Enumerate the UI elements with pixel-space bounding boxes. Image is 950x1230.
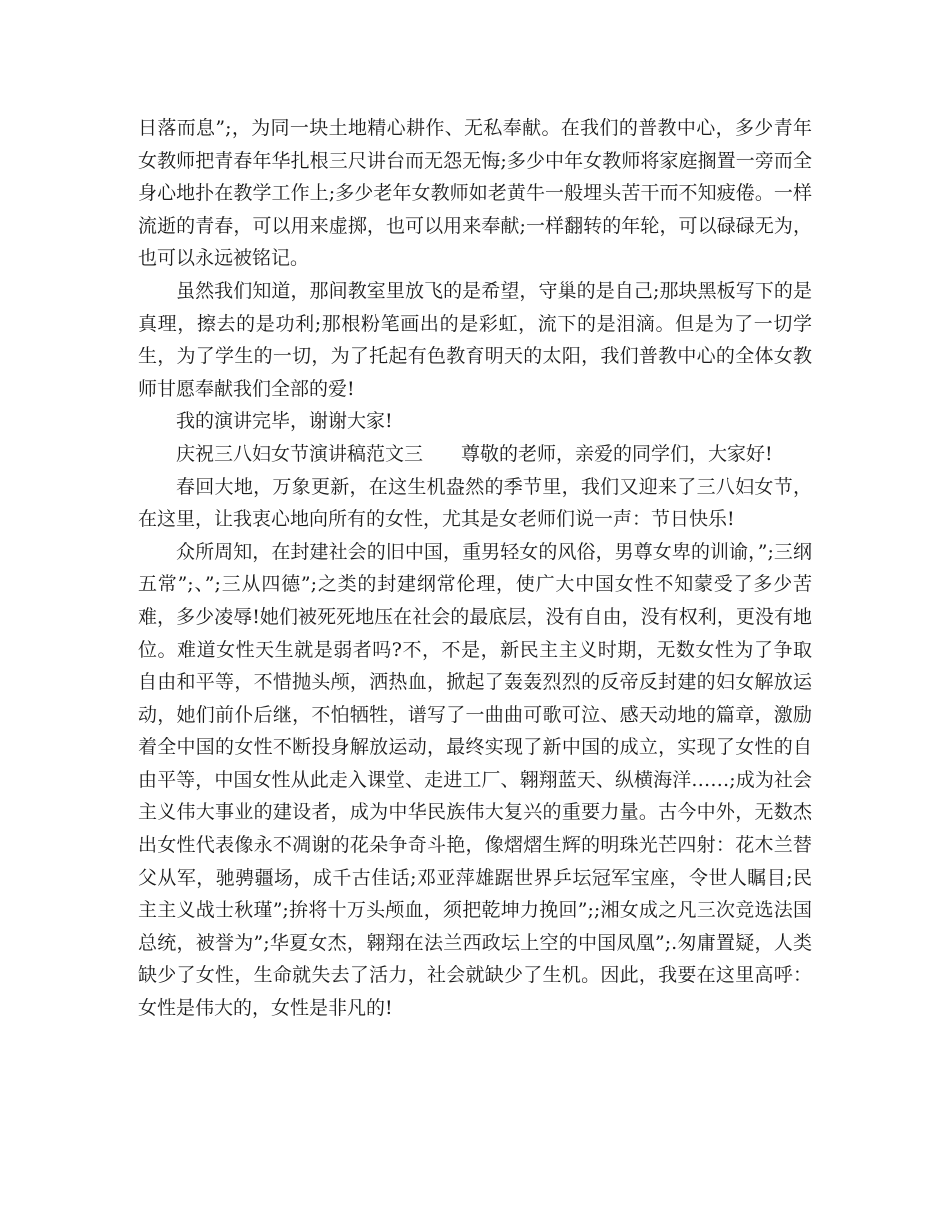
paragraph-4: 庆祝三八妇女节演讲稿范文三 尊敬的老师，亲爱的同学们，大家好! <box>176 442 773 465</box>
paragraph-6: 众所周知，在封建社会的旧中国，重男轻女的风俗，男尊女卑的训谕，”;三纲五常”;、”;三从四德”;之类的封建纲常伦理，使广大中国女性不知蒙受了多少苦难，多少凌辱!她们被死死地压在社会的最底层，没有自由，没有权利，更没有地位。难道女性天生就是弱者吗?不，不是，新民主主义时期，无数女性为了争取自由和平等，不惜抛头颅，洒热血，掀起了轰轰烈烈的反帝反封建的妇女解放运动，她们前仆后继，不怕牺牲，谱写了一曲曲可歌可泣、感天动地的篇章，激励着全中国的女性不断投身解放运动，最终实现了新中国的成立，实现了女性的自由平等，中国女性从此走入课堂、走进工厂、翱翔蓝天、纵横海洋……;成为社会主义伟大事业的建设者，成为中华民族伟大复兴的重要力量。古今中外，无数杰出女性代表像永不凋谢的花朵争奇斗艳，像熠熠生辉的明珠光芒四射：花木兰替父从军，驰骋疆场，成千古佳话;邓亚萍雄踞世界乒坛冠军宝座，令世人瞩目;民主主义战士秋瑾”;拚将十万头颅血，须把乾坤力挽回”;;湘女成之凡三次竞选法国总统，被誉为”;华夏女杰，翱翔在法兰西政坛上空的中国凤凰”;.匆庸置疑，人类缺少了女性，生命就失去了活力，社会就缺少了生机。因此，我要在这里高呼：女性是伟大的，女性是非凡的! <box>138 540 812 1020</box>
paragraph-1: 日落而息”;，为同一块土地精心耕作、无私奉献。在我们的普教中心，多少青年女教师把青春年华扎根三尺讲台而无怨无悔;多少中年女教师将家庭搁置一旁而全身心地扑在教学工作上;多少老年女教师如老黄牛一般埋头苦干而不知疲倦。一样流逝的青春，可以用来虚掷，也可以用来奉献;一样翻转的年轮，可以碌碌无为，也可以永远被铭记。 <box>138 117 812 270</box>
paragraph-2: 虽然我们知道，那间教室里放飞的是希望，守巢的是自己;那块黑板写下的是真理，擦去的是功利;那根粉笔画出的是彩虹，流下的是泪滴。但是为了一切学生，为了学生的一切，为了托起有色教育明天的太阳，我们普教中心的全体女教师甘愿奉献我们全部的爱! <box>138 279 812 400</box>
paragraph-3: 我的演讲完毕，谢谢大家! <box>176 410 393 433</box>
paragraph-5: 春回大地，万象更新，在这生机盎然的季节里，我们又迎来了三八妇女节，在这里，让我衷心地向所有的女性，尤其是女老师们说一声：节日快乐! <box>138 475 812 531</box>
